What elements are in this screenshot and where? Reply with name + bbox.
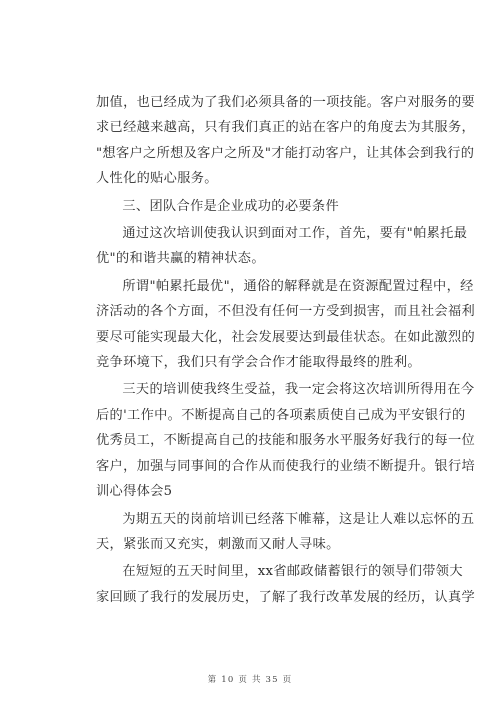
text-line: 济活动的各个方面，不但没有任何一方受到损害，而且社会福利 — [96, 304, 476, 320]
paragraph-6 — [96, 507, 475, 558]
text-line: 客户，加强与同事间的合作从而使我行的业绩不断提升。银行培 — [96, 458, 476, 474]
paragraph-5 — [96, 377, 476, 504]
text-line: 竞争环境下，我们只有学会合作才能取得最终的胜利。 — [96, 355, 421, 371]
section-heading — [96, 194, 409, 219]
body-text — [96, 90, 476, 612]
text-line: 家回顾了我行的发展历史，了解了我行改革发展的经历，认真学 — [96, 589, 476, 605]
page-number-footer: 第 10 页 共 35 页 — [207, 675, 293, 685]
text-line: 人性化的贴心服务。 — [96, 171, 218, 187]
text-line: 所谓"帕累托最优"，通俗的解释就是在资源配置过程中，经 — [122, 278, 474, 294]
text-line: 天，紧张而又充实，刺激而又耐人寻味。 — [96, 536, 340, 552]
text-line: 优"的和谐共赢的精神状态。 — [96, 251, 265, 267]
text-line: 在短短的五天时间里，xx省邮政储蓄银行的领导们带领大 — [122, 564, 463, 580]
paragraph-7 — [96, 559, 476, 610]
text-line: 三、团队合作是企业成功的必要条件 — [122, 198, 339, 214]
text-line: 通过这次培训使我认识到面对工作，首先，要有"帕累托最 — [122, 226, 468, 242]
text-line: 加值，也已经成为了我们必须具备的一项技能。客户对服务的要 — [96, 95, 476, 110]
text-line: "想客户之所想及客户之所及"才能打动客户，让其体会到我行的 — [96, 145, 475, 161]
text-line: 优秀员工，不断提高自己的技能和服务水平服务好我行的每一位 — [96, 433, 476, 449]
paragraph-1 — [96, 90, 476, 192]
text-line: 求已经越来越高，只有我们真正的站在客户的角度去为其服务， — [96, 120, 476, 136]
text-line: 三天的培训使我终生受益，我一定会将这次培训所得用在今 — [122, 382, 475, 398]
paragraph-4 — [96, 274, 476, 376]
text-line: 要尽可能实现最大化，社会发展要达到最佳状态。在如此激烈的 — [96, 329, 476, 345]
text-line: 训心得体会5 — [96, 484, 173, 500]
text-line: 后的'工作中。不断提高自己的各项素质使自己成为平安银行的 — [96, 407, 466, 423]
paragraph-3 — [96, 221, 468, 272]
text-line: 为期五天的岗前培训已经落下帷幕，这是让人难以忘怀的五 — [122, 511, 475, 527]
